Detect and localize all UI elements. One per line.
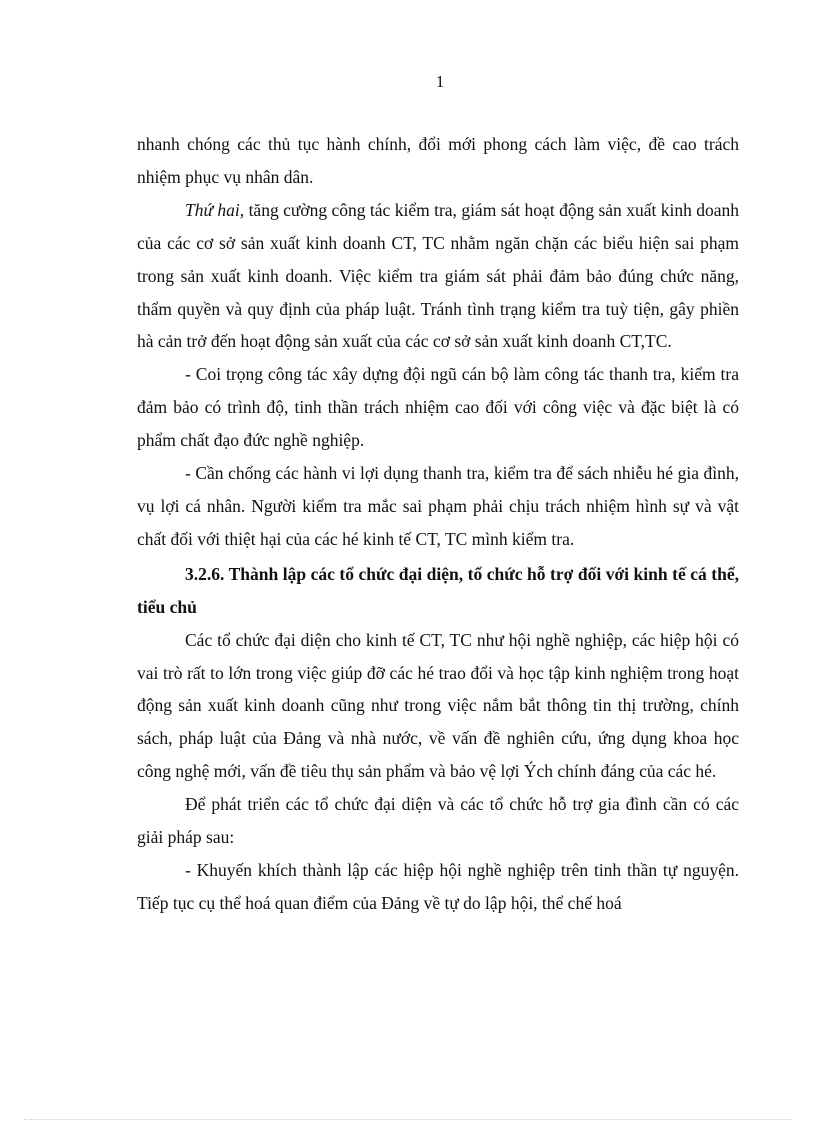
paragraph-6: Để phát triển các tổ chức đại diện và các tổ chức hỗ trợ gia đình cần có các giải pháp sau: bbox=[137, 794, 739, 848]
paragraph-1: nhanh chóng các thủ tục hành chính, đổi mới phong cách làm việc, đề cao trách nhiệm phục vụ nhân dân. bbox=[137, 134, 739, 187]
section-heading: 3.2.6. Thành lập các tổ chức đại diện, tổ chức hỗ trợ đối với kinh tế cá thể, tiểu chủ bbox=[137, 563, 739, 617]
paragraph-7: - Khuyến khích thành lập các hiệp hội nghề nghiệp trên tinh thần tự nguyện. Tiếp tục cụ thể hoá quan điểm của Đảng về tự do lập hội, thể chế hoá bbox=[137, 859, 739, 913]
document-body bbox=[137, 128, 739, 920]
page-number: 1 bbox=[435, 72, 445, 91]
page-bottom-divider bbox=[24, 1119, 792, 1120]
paragraph-4: - Cần chống các hành vi lợi dụng thanh tra, kiểm tra để sách nhiễu hé gia đình, vụ lợi cá nhân. Người kiểm tra mắc sai phạm phải chịu trách nhiệm hình sự và vật chất đối với thiệt hại của các hé kinh tế CT, TC mình kiểm tra. bbox=[137, 463, 739, 549]
paragraph-2 bbox=[137, 194, 739, 359]
paragraph-3: - Coi trọng công tác xây dựng đội ngũ cán bộ làm công tác thanh tra, kiểm tra đảm bảo có trình độ, tinh thần trách nhiệm cao đối với công việc và đặc biệt là có phẩm chất đạo đức nghề nghiệp. bbox=[137, 364, 739, 451]
paragraph-2-lead: Thứ hai, bbox=[185, 199, 245, 220]
paragraph-5: Các tổ chức đại diện cho kinh tế CT, TC như hội nghề nghiệp, các hiệp hội có vai trò rất to lớn trong việc giúp đỡ các hé trao đổi và học tập kinh nghiệm trong hoạt động sản xuất kinh doanh cũng như trong việc nắm bắt thông tin thị trường, chính sách, pháp luật của Đảng và nhà nước, về vấn đề nghiên cứu, ứng dụng khoa học công nghệ mới, vấn đề tiêu thụ sản phẩm và bảo vệ lợi Ých chính đáng của các hé. bbox=[137, 629, 739, 782]
paragraph-2-text: tăng cường công tác kiểm tra, giám sát hoạt động sản xuất kinh doanh của các cơ sở sản xuất kinh doanh CT, TC nhằm ngăn chặn các biểu hiện sai phạm trong sản xuất kinh doanh. Việc kiểm tra giám sát phải đảm bảo đúng chức năng, thẩm quyền và quy định của pháp luật. Tránh tình trạng kiểm tra tuỳ tiện, gây phiền hà cản trở đến hoạt động sản xuất của các cơ sở sản xuất kinh doanh CT,TC. bbox=[137, 199, 739, 352]
